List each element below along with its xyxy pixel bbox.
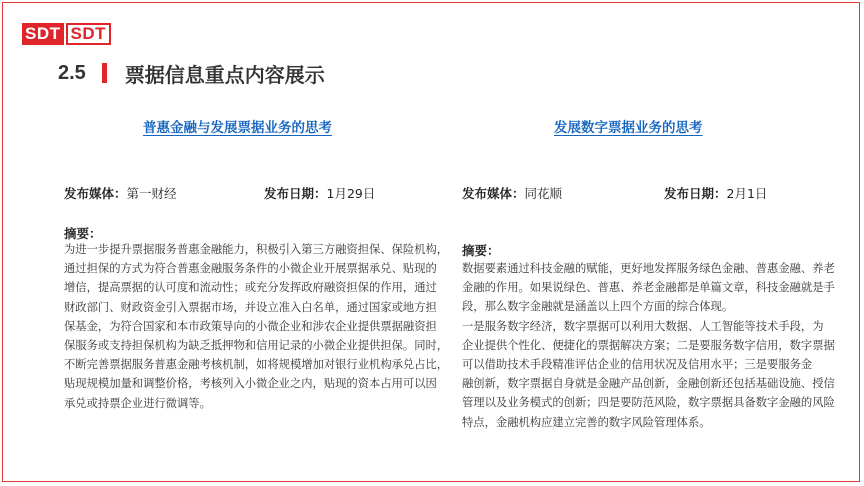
right-date-value: 2月1日 [726,186,768,201]
logo-text-b: SDT [66,23,112,45]
left-abstract-line: 增信，提高票据的认可度和流动性；或充分发挥政府融资担保的作用，通过 [64,281,437,295]
left-abstract-line: 为进一步提升票据服务普惠金融能力，积极引入第三方融资担保、保险机构， [64,243,449,256]
left-abstract-line: 通过担保的方式为符合普惠金融服务条件的小微企业开展票据承兑、贴现的 [64,262,437,276]
right-media [462,184,562,202]
right-article-heading[interactable]: 发展数字票据业务的思考 [554,120,703,136]
section-number: 2.5 [58,61,86,84]
right-abstract-line: 一是服务数字经济，数字票据可以利用大数据、人工智能等技术手段，为 [462,319,824,333]
logo [22,23,111,45]
left-date-label: 发布日期： [264,186,327,201]
right-abstract-line: 段，那么数字金融就是涵盖以上四个方面的综合体现。 [462,300,734,314]
right-abstract-line: 企业提供个性化、便捷化的票据解决方案；二是要服务数字信用，数字票据 [462,338,835,352]
right-abstract-line: 特点，金融机构应建立完善的数字风险管理体系。 [462,415,711,429]
right-abstract-line: 金融的作用。如果说绿色、普惠、养老金融都是单篇文章，科技金融就是手 [462,281,835,295]
right-date [664,184,767,202]
left-abstract-line: 保基金，为符合国家和本市政策导向的小微企业和涉农企业提供票据融资担 [64,319,437,333]
left-date [264,184,375,202]
right-abstract-label: 摘要： [462,243,500,258]
left-media [64,184,177,202]
left-abstract-line: 保服务或支持担保机构为缺乏抵押物和信用记录的小微企业提供担保。同时， [64,339,449,353]
right-abstract-line: 管理以及业务模式的创新；四是要防范风险，数字票据具备数字金融的风险 [462,396,835,410]
left-article-heading[interactable]: 普惠金融与发展票据业务的思考 [143,120,332,136]
right-media-label: 发布媒体： [462,186,525,201]
left-abstract-line: 不断完善票据服务普惠金融考核机制，如将规模增加对银行业机构承兑占比， [64,358,449,372]
left-media-value: 第一财经 [126,186,177,201]
right-abstract-line: 融创新，数字票据自身就是金融产品创新，金融创新还包括基础设施、授信 [462,377,835,391]
right-date-label: 发布日期： [664,186,727,201]
right-abstract-body [462,259,835,432]
left-abstract-line: 财政部门、财政资金引入票据市场，并设立准入白名单，通过国家或地方担 [64,300,437,314]
logo-text-a: SDT [22,23,64,45]
left-abstract-line: 承兑或持票企业进行微调等。 [64,396,211,410]
right-media-value: 同花顺 [524,186,563,201]
section-title-bar [102,63,107,83]
left-abstract-body [64,240,448,413]
section-title-text: 票据信息重点内容展示 [124,62,325,87]
right-abstract-line: 可以借助技术手段精准评估企业的信用状况及信用水平；三是要服务金 [462,358,813,372]
left-date-value: 1月29日 [326,186,376,201]
left-abstract-label: 摘要： [64,226,102,241]
right-abstract-line: 数据要素通过科技金融的赋能，更好地发挥服务绿色金融、普惠金融、养老 [462,262,835,275]
left-abstract-line: 贴现规模加量和调整价格，考核列入小微企业之内，贴现的资本占用可以因 [64,377,437,391]
left-media-label: 发布媒体： [64,186,127,201]
section-title [58,60,325,86]
